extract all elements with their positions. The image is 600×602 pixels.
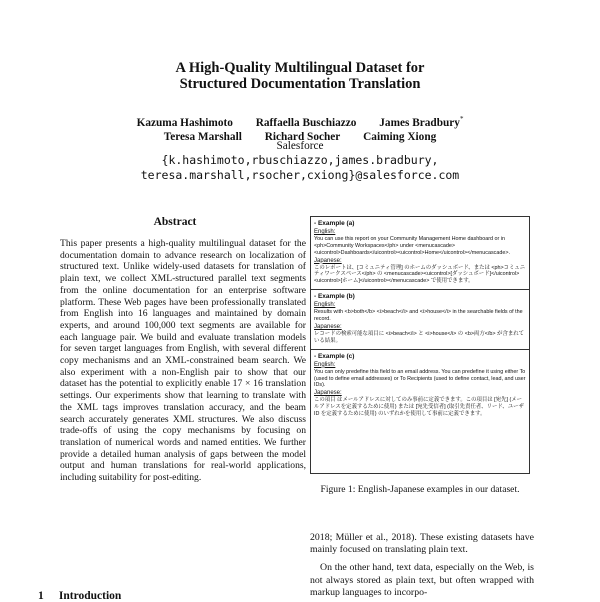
english-label: English: (314, 229, 336, 235)
email-line-1: {k.hashimoto,rbuschiazzo,james.bradbury, (161, 153, 439, 167)
english-label: English: (314, 361, 336, 368)
figure-1 (310, 216, 530, 474)
japanese-segment: この項目 はメールアドレスに対してのみ事前に定義できます。この項目は [宛先] (メールアドレスを定義するために使用) または [宛先受信者] (取引先責任者、リード、ユーザ ID を定義するために使用) のいずれかを使用して事前に定義できます。 (314, 397, 524, 418)
author-name: Caiming Xiong (363, 130, 437, 143)
title-line-2: Structured Documentation Translation (179, 76, 421, 92)
japanese-label: Japanese: (314, 323, 342, 330)
example-title: - Example (a) (314, 220, 355, 227)
abstract-text: This paper presents a high-quality multilingual dataset for the documentation domain to advance research on localization of structured text. Unlike widely-used datasets for translation of plain text, we collect XML-structured parallel text segments from the online documentation for an enterprise software platform. These Web pages have been professionally translated from English into 16 languages and maintained by domain experts, and around 100,000 text segments are available for each language pair. We build and evaluate translation models for seven target languages from English, with several different copy mechanisms and an XML-constrained beam search. We also experiment with a non-English pair to show that our dataset has the potential to explicitly enable 17 × 16 translation settings. Our experiments show that learning to translate with the XML tags improves translation accuracy, and the beam search accurately generates XML structures. We also discuss trade-offs of using the copy mechanisms by focusing on translation of numerical words and named entities. We further provide a detailed human analysis of gaps between the model output and human translations for real-world applications, including suitability for post-editing. (60, 238, 306, 484)
author-name: Richard Socher (264, 130, 341, 143)
author-name: Teresa Marshall (163, 130, 242, 143)
example-title: - Example (b) (314, 293, 355, 301)
section-number: 1 (38, 590, 44, 602)
section-title: Introduction (58, 590, 122, 602)
author-list (0, 112, 600, 144)
author-row-1 (0, 112, 600, 130)
affiliation: Salesforce (276, 140, 324, 152)
author-emails (0, 153, 600, 183)
japanese-label: Japanese: (314, 257, 342, 264)
author-name: James Bradbury* (379, 115, 464, 129)
author-footnote-mark: * (459, 115, 464, 123)
example-a (314, 220, 526, 285)
english-segment: Results with <b>both</b> <i>beach</i> and <i>house</i> in the searchable fields of the record. (314, 309, 523, 323)
example-c (314, 353, 526, 418)
english-segment: You can only predefine this field to an email address. You can predefine it using either To (used to define email addresses) or To Recipients (used to define contact, lead, and user IDs). (314, 368, 526, 389)
email-line-2: teresa.marshall,rsocher,cxiong}@salesforce.com (140, 168, 460, 182)
paragraph: 2018; Müller et al., 2018). These existing datasets have mainly focused on translating plain text. (310, 532, 534, 556)
example-title: - Example (c) (314, 352, 355, 360)
figure-caption: Figure 1: English-Japanese examples in our dataset. (320, 484, 520, 495)
japanese-segment: このレポートは、[コミュニティ管理] のホームのダッシュボード、または <ph>コミュニティワークスペース</ph> の <menucascade><uicontrol>[ダッシュボード]</uicontrol><uicontrol>[ホーム]</uicontrol></menucascade> で使用できます。 (314, 264, 526, 285)
author-name: Raffaella Buschiazzo (255, 116, 357, 129)
author-name: Kazuma Hashimoto (136, 116, 233, 129)
title-line-1: A High-Quality Multilingual Dataset for (175, 60, 425, 76)
paragraph: On the other hand, text data, especially on the Web, is not always stored as plain text, but often wrapped with markup languages to incorpo- (310, 562, 534, 598)
example-b (314, 293, 526, 344)
body-text-right (310, 532, 534, 599)
english-label: English: (314, 302, 336, 309)
example-divider (311, 349, 529, 350)
japanese-label: Japanese: (314, 390, 342, 397)
japanese-segment: レコードの検索可能な項目に <i>beach</i> と <i>house</i> の <b>両方</b> が含まれている結果。 (314, 330, 525, 344)
paper-title (0, 60, 600, 92)
example-divider (311, 289, 529, 290)
english-segment: You can use this report on your Community Management Home dashboard or in <ph>Community Workspaces</ph> under <menucascade><uicontrol>Dashboards</uicontrol><uicontrol>Home</uicontrol></menucascade>. (314, 235, 510, 256)
abstract-heading: Abstract (153, 216, 197, 228)
section-heading (38, 590, 121, 602)
